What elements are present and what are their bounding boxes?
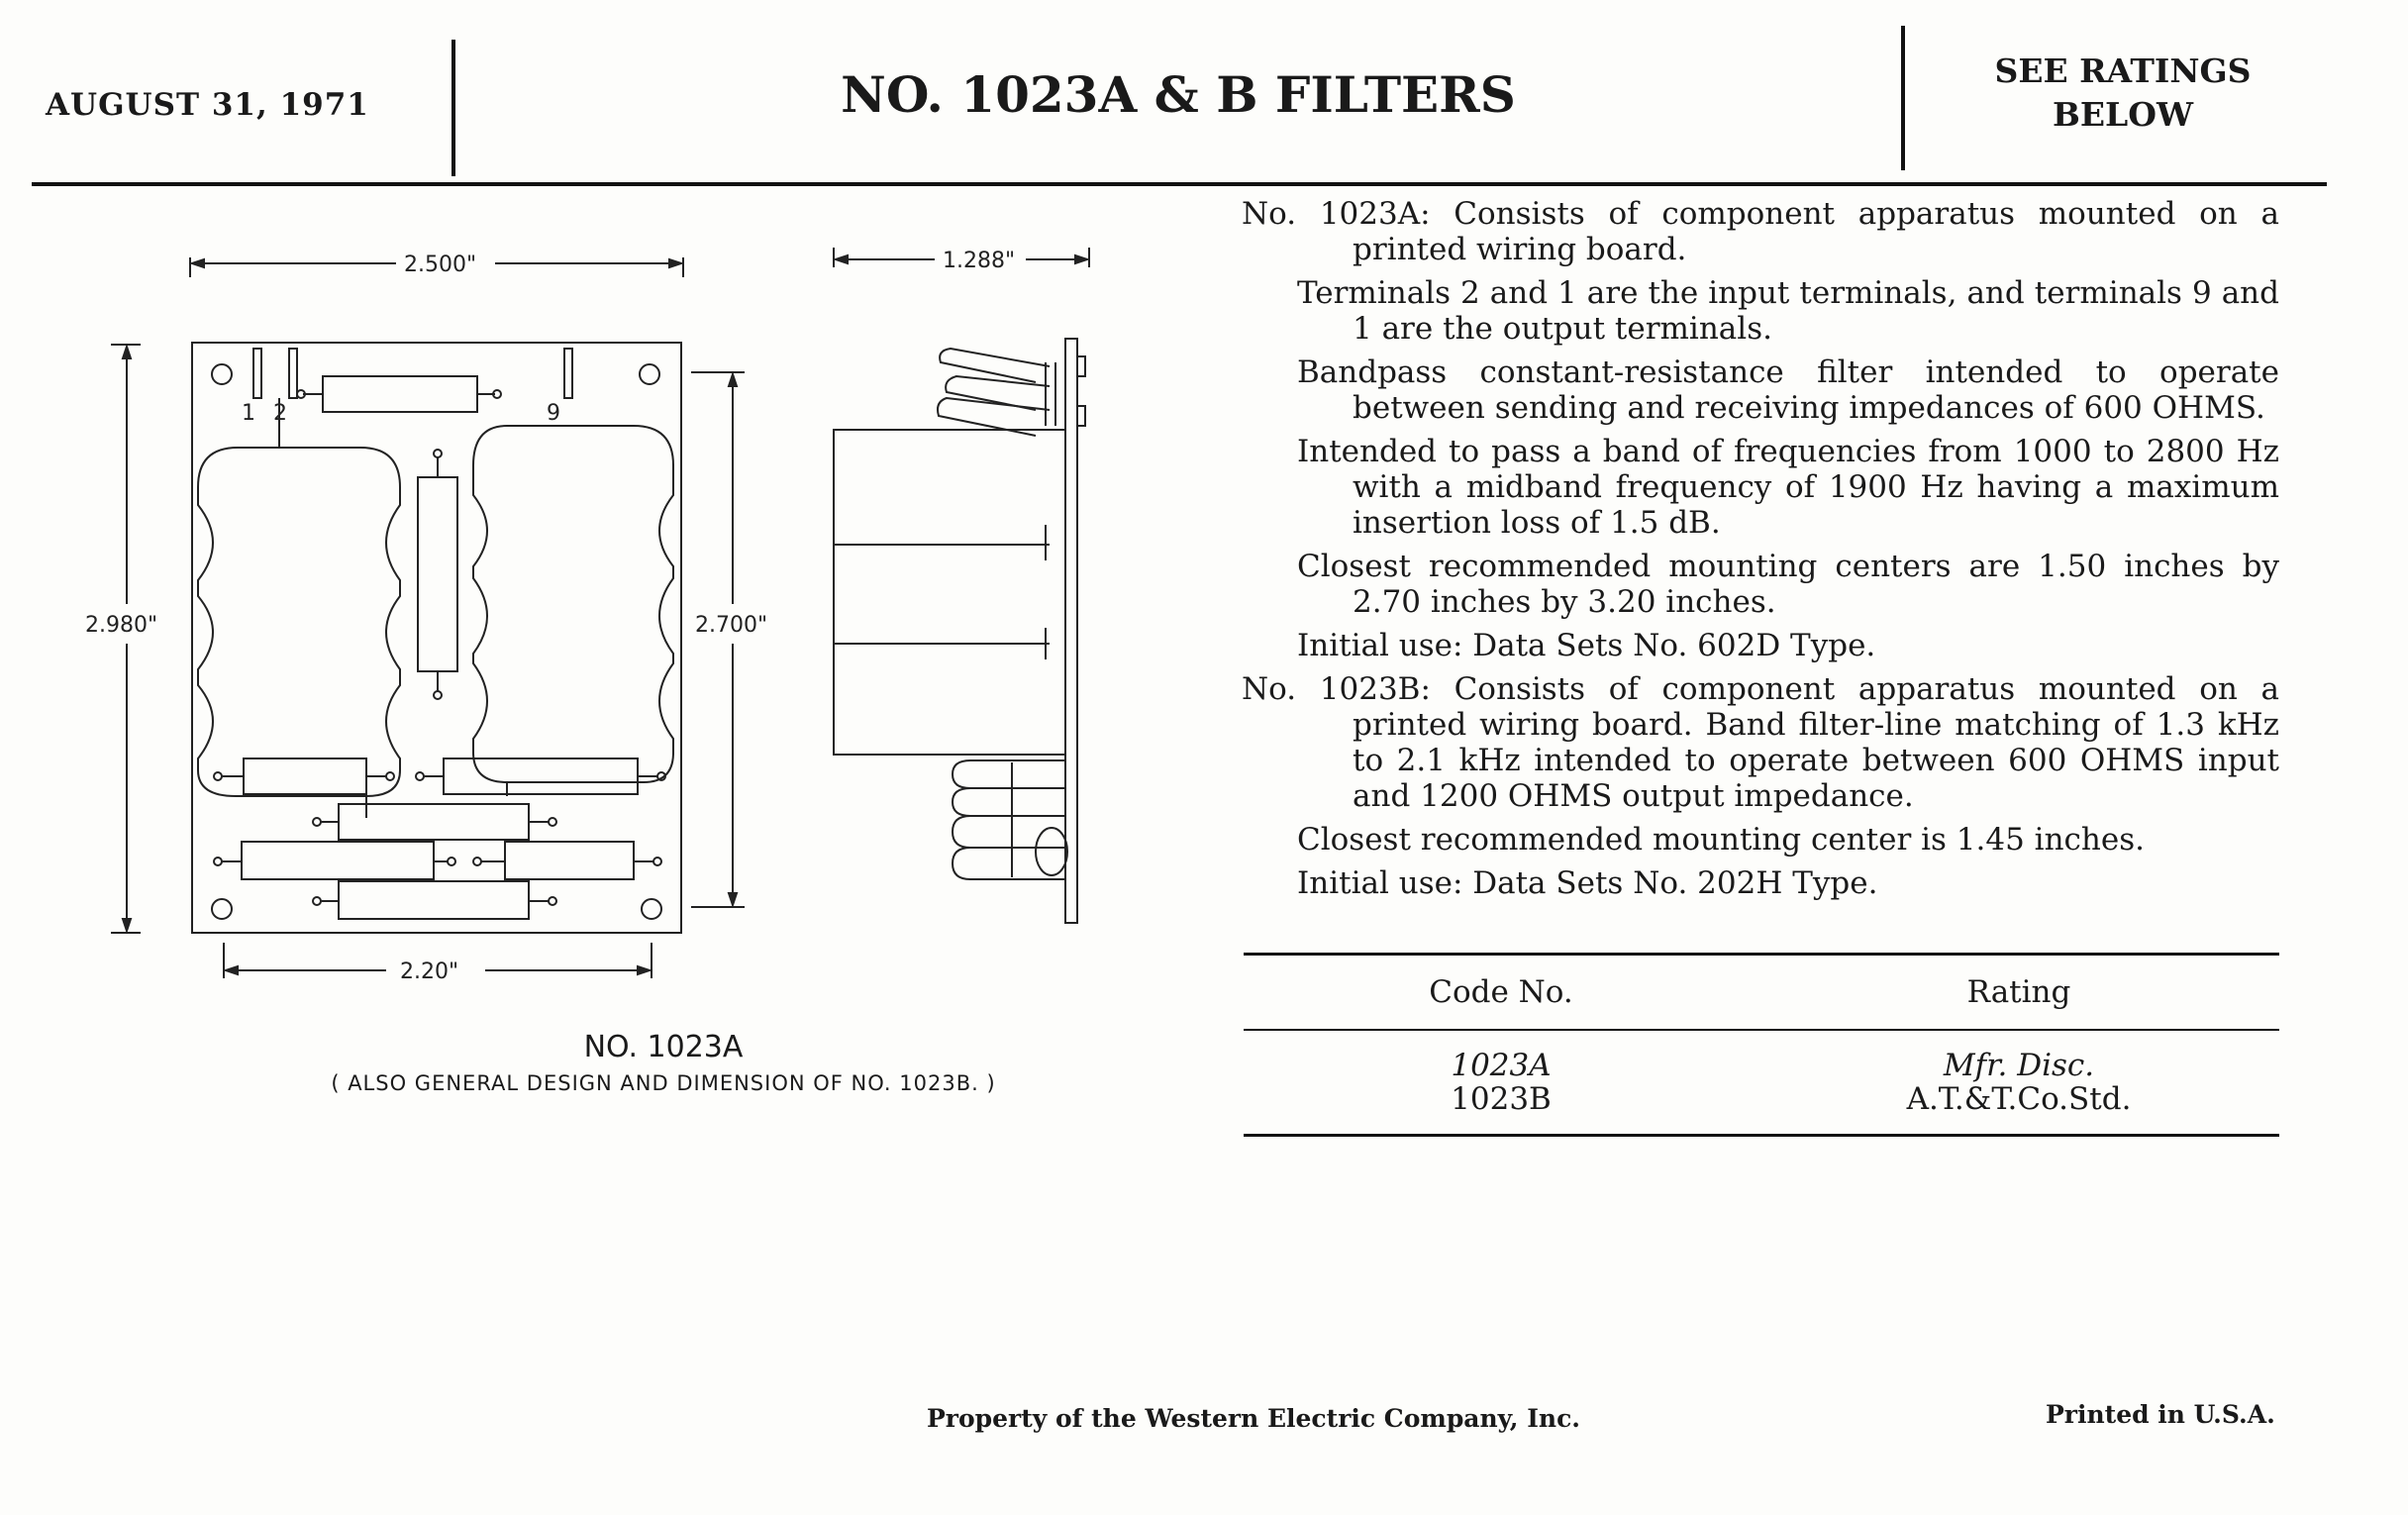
row-rating: A.T.&T.Co.Std. — [1906, 1081, 2132, 1117]
desc-1023b-initial-use: Initial use: Data Sets No. 202H Type. — [1297, 865, 1878, 901]
col-header-rating: Rating — [1966, 974, 2071, 1010]
table-row — [1244, 1082, 2279, 1116]
drawing-subcaption: ( ALSO GENERAL DESIGN AND DIMENSION OF NO. 1023B. ) — [331, 1071, 996, 1095]
desc-1023a-pass: Intended to pass a band of frequencies from 1000 to 2800 Hz with a midband frequency of 1900 Hz having a maximum insertion loss of 1.5 dB. — [1297, 434, 2279, 541]
ratings-note-line1: SEE RATINGS — [1994, 51, 2252, 90]
table-header — [1244, 956, 2279, 1029]
col-header-code: Code No. — [1429, 974, 1573, 1010]
row-code: 1023A — [1451, 1048, 1552, 1083]
dim-width-bottom: 2.20" — [400, 960, 459, 984]
terminal-label-1: 1 — [242, 401, 255, 426]
desc-1023a-bandpass: Bandpass constant-resistance filter intended to operate between sending and receiving impedances of 600 OHMS. — [1297, 354, 2279, 426]
ratings-note-line2: BELOW — [2052, 95, 2194, 134]
description-column — [1242, 196, 2279, 909]
desc-1023a-intro: No. 1023A: Consists of component apparatus mounted on a printed wiring board. — [1242, 196, 2279, 267]
header-ratings-note — [1905, 50, 2341, 137]
dim-depth: 1.288" — [943, 249, 1016, 273]
row-code: 1023B — [1451, 1081, 1552, 1117]
header-rule — [32, 182, 2327, 186]
filter-drawing — [59, 228, 1188, 1119]
dim-width-top: 2.500" — [404, 252, 477, 277]
drawing-caption: NO. 1023A — [583, 1030, 744, 1064]
footer-property: Property of the Western Electric Company, Inc. — [927, 1404, 1581, 1433]
table-row — [1244, 1049, 2279, 1082]
desc-1023a-terminals: Terminals 2 and 1 are the input terminals, and terminals 9 and 1 are the output terminals. — [1297, 275, 2279, 347]
desc-1023a-initial-use: Initial use: Data Sets No. 602D Type. — [1297, 628, 1876, 663]
desc-1023b-intro: No. 1023B: Consists of component apparatus mounted on a printed wiring board. Band filter-line matching of 1.3 kHz to 2.1 kHz intended to operate between 600 OHMS input and 1200 OHMS output impedance. — [1242, 671, 2279, 814]
table-bottom-rule — [1244, 1134, 2279, 1137]
row-rating: Mfr. Disc. — [1943, 1048, 2095, 1083]
dim-height-left: 2.980" — [85, 613, 158, 638]
dim-height-right: 2.700" — [695, 613, 768, 638]
page-title: NO. 1023A & B FILTERS — [841, 65, 1516, 124]
terminal-label-9: 9 — [547, 401, 560, 426]
footer-printed: Printed in U.S.A. — [2046, 1400, 2275, 1429]
desc-1023a-mounting: Closest recommended mounting centers are 1.50 inches by 2.70 inches by 3.20 inches. — [1297, 549, 2279, 620]
terminal-label-2: 2 — [273, 401, 287, 426]
header-date: AUGUST 31, 1971 — [46, 87, 369, 123]
ratings-table — [1244, 953, 2279, 1137]
desc-1023b-mounting: Closest recommended mounting center is 1.45 inches. — [1297, 822, 2145, 858]
